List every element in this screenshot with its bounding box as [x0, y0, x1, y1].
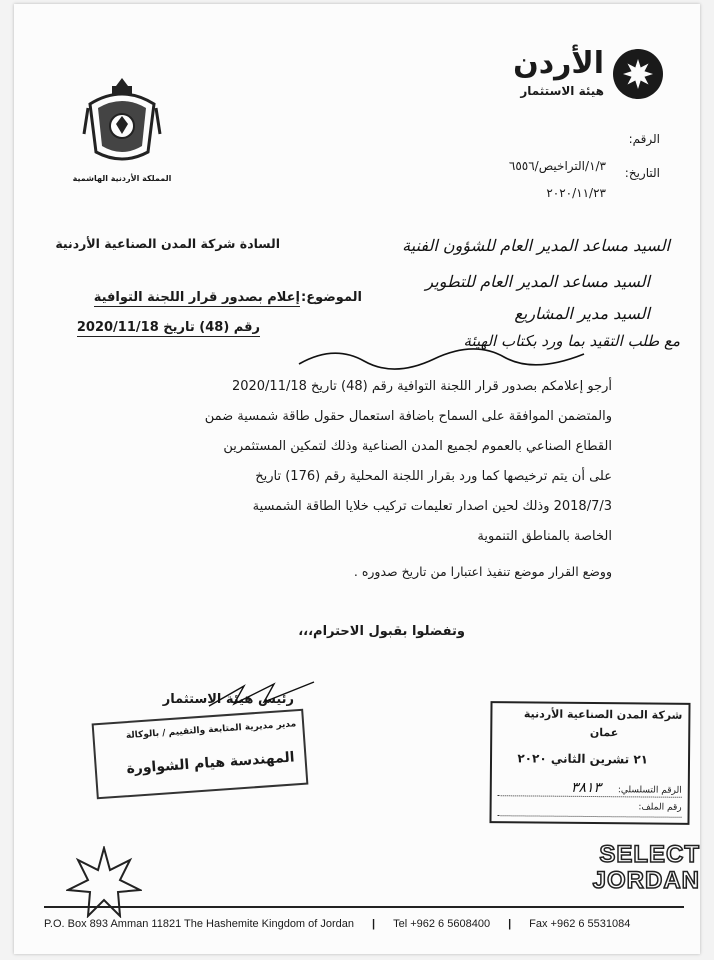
handwritten-recipient-3: السيد مدير المشاريع	[514, 304, 650, 323]
jordan-star-icon	[612, 48, 664, 100]
subject-title: إعلام بصدور قرار اللجنة التوافية	[93, 290, 300, 305]
signature-scribble	[204, 676, 324, 716]
select-jordan-line1: SELECT	[599, 841, 700, 868]
subject-decision-ref: رقم (48) تاريخ 2020/11/18	[76, 320, 260, 335]
signature-title: رئيس هيئة الاستثمار	[162, 692, 294, 707]
footer	[44, 906, 684, 936]
letter-page	[14, 4, 700, 954]
date-label: التاريخ:	[624, 166, 660, 180]
emblem-caption: المملكة الأردنية الهاشمية	[72, 174, 172, 183]
subject-line2	[77, 320, 260, 335]
brand-logo	[464, 46, 664, 106]
stamp-file-label: رقم الملف:	[638, 802, 682, 813]
footer-address: P.O. Box 893 Amman 11821 The Hashemite Kingdom of Jordan	[44, 918, 355, 930]
stamp-incoming-value: ٣٨١٣	[570, 779, 602, 797]
signature-role: مدير مديرية المتابعة والتقييم / بالوكالة	[125, 719, 297, 742]
footer-fax: Fax +962 6 5531084	[529, 918, 631, 930]
body-line-1: أرجو إعلامكم بصدور قرار اللجنة التوافية رقم (48) تاريخ 2020/11/18	[231, 379, 612, 394]
coat-of-arms	[72, 74, 172, 194]
stamp-incoming-row	[498, 779, 682, 798]
footer-tel: Tel +962 6 5608400	[393, 918, 491, 930]
handwritten-recipient-1: السيد مساعد المدير العام للشؤون الفنية	[402, 236, 670, 255]
stamp-incoming-label: الرقم التسلسلي:	[617, 785, 682, 796]
stamp-file-row	[498, 801, 682, 818]
footer-divider-1: |	[372, 918, 376, 930]
coat-of-arms-icon	[82, 74, 162, 169]
select-jordan-line2: JORDAN	[592, 867, 700, 894]
date-value: ٢٠٢٠/١١/٢٣	[546, 186, 606, 200]
body-line-4: على أن يتم ترخيصها كما ورد بقرار اللجنة المحلية رقم (176) تاريخ	[255, 469, 612, 484]
stamp-city: عمان	[589, 725, 619, 740]
select-jordan-logo	[590, 842, 700, 894]
closing-line: وتفضلوا بقبول الاحترام،،،	[298, 624, 465, 639]
signature-name: المهندسة هيام الشواورة	[125, 749, 296, 778]
ref-number-value: ١/٣/التراخيص/٦٥٥٦	[508, 159, 606, 173]
body-line-2: والمتضمن الموافقة على السماح باضافة استعمال حقول طاقة شمسية ضمن	[204, 409, 612, 424]
body-line-3: القطاع الصناعي بالعموم لجميع المدن الصناعية وذلك لتمكين المستثمرين	[223, 439, 612, 454]
signature-stamp	[92, 709, 309, 800]
footer-divider-2: |	[508, 918, 512, 930]
stamp-date: ٢١ تشرين الثاني ٢٠٢٠	[517, 751, 649, 767]
subject-label: الموضوع:	[301, 290, 362, 305]
subject-text	[94, 290, 300, 305]
handwritten-recipient-2: السيد مساعد المدير العام للتطوير	[425, 272, 650, 291]
stamp-company: شركة المدن الصناعية الأردنية	[523, 707, 683, 722]
body-line-6: الخاصة بالمناطق التنموية	[477, 529, 612, 544]
ref-number-label: الرقم:	[628, 132, 660, 146]
handwritten-note: مع طلب التقيد بما ورد بكتاب الهيئة	[463, 332, 680, 350]
brand-subtitle: هيئة الاستثمار	[520, 84, 604, 98]
effective-line: ووضع القرار موضع تنفيذ اعتبارا من تاريخ صدوره .	[353, 564, 612, 579]
brand-name: الأردن	[513, 46, 604, 81]
recipient: السادة شركة المدن الصناعية الأردنية	[55, 236, 280, 251]
body-line-5: 2018/7/3 وذلك لحين اصدار تعليمات تركيب خلايا الطاقة الشمسية	[252, 499, 612, 514]
received-stamp	[489, 701, 690, 825]
